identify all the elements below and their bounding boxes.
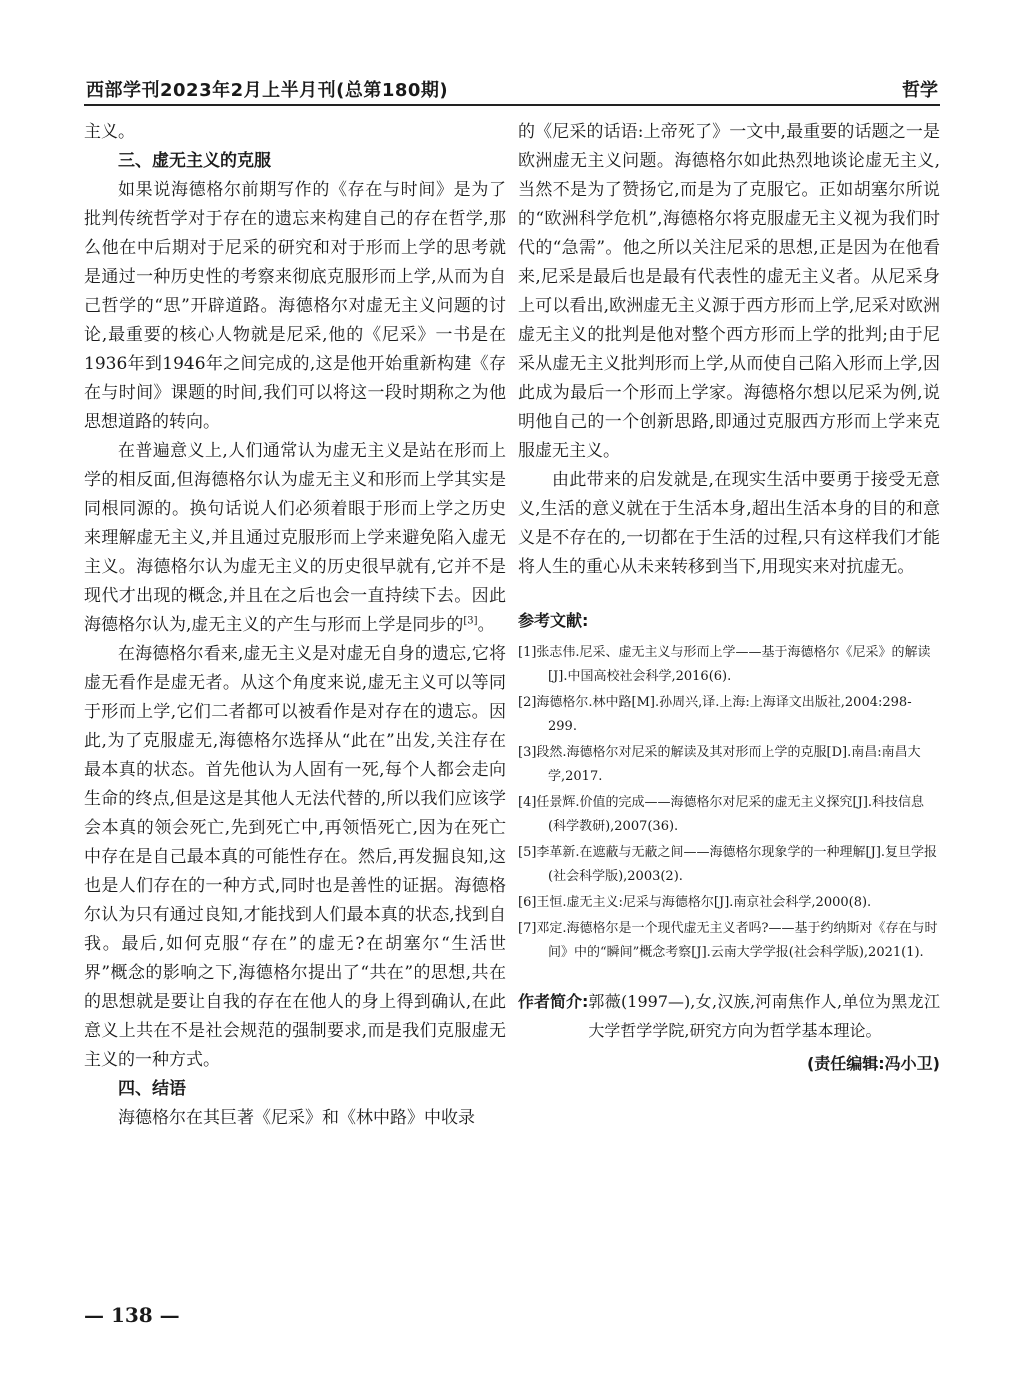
running-header-section: 哲学: [902, 80, 938, 101]
responsible-editor: (责任编辑:冯小卫): [806, 1054, 940, 1073]
author-bio-text: 郭薇(1997—),女,汉族,河南焦作人,单位为黑龙江大学哲学学院,研究方向为哲学基本理论。: [588, 992, 940, 1040]
section-heading: 三、虚无主义的克服: [118, 151, 271, 171]
reference-item: [3]段然.海德格尔对尼采的解读及其对形而上学的克服[D].南昌:南昌大学,2017.: [518, 745, 921, 784]
reference-item: [1]张志伟.尼采、虚无主义与形而上学——基于海德格尔《尼采》的解读[J].中国高校社会科学,2016(6).: [518, 645, 931, 684]
references-heading: 参考文献:: [518, 611, 589, 630]
author-bio-label: 作者简介:: [518, 992, 589, 1011]
references: [518, 606, 940, 965]
running-header-title: 西部学刊2023年2月上半月刊(总第180期): [86, 80, 449, 101]
reference-item: [4]任景辉.价值的完成——海德格尔对尼采的虚无主义探究[J].科技信息(科学教研),2007(36).: [518, 795, 925, 834]
paragraph-end: 。: [477, 615, 495, 635]
reference-item: [2]海德格尔.林中路[M].孙周兴,译.上海:上海译文出版社,2004:298-299.: [518, 695, 912, 734]
section-heading: 四、结语: [118, 1079, 186, 1099]
reference-item: [5]李革新.在遮蔽与无蔽之间——海德格尔现象学的一种理解[J].复旦学报(社会科学版),2003(2).: [518, 845, 938, 884]
right-column: [518, 118, 940, 1078]
paragraph: 在海德格尔看来,虚无主义是对虚无自身的遗忘,它将虚无看作是虚无者。从这个角度来说,虚无主义可以等同于形而上学,它们二者都可以被看作是对存在的遗忘。因此,为了克服虚无,海德格尔选择从“此在”出发,关注存在最本真的状态。首先他认为人固有一死,每个人都会走向生命的终点,但是这是其他人无法代替的,所以我们应该学会本真的领会死亡,先到死亡中,再领悟死亡,因为在死亡中存在是自己最本真的可能性存在。然后,再发掘良知,这也是人们存在的一种方式,同时也是善性的证据。海德格尔认为只有通过良知,才能找到人们最本真的状态,找到自我。最后,如何克服“存在”的虚无?在胡塞尔“生活世界”概念的影响之下,海德格尔提出了“共在”的思想,共在的思想就是要让自我的存在在他人的身上得到确认,在此意义上共在不是社会规范的强制要求,而是我们克服虚无主义的一种方式。: [84, 644, 506, 1070]
paragraph: 如果说海德格尔前期写作的《存在与时间》是为了批判传统哲学对于存在的遗忘来构建自己的存在哲学,那么他在中后期对于尼采的研究和对于形而上学的思考就是通过一种历史性的考察来彻底克服形而上学,从而为自己哲学的“思”开辟道路。海德格尔对虚无主义问题的讨论,最重要的核心人物就是尼采,他的《尼采》一书是在1936年到1946年之间完成的,这是他开始重新构建《存在与时间》课题的时间,我们可以将这一段时期称之为他思想道路的转向。: [84, 180, 506, 432]
paragraph: 主义。: [84, 122, 135, 142]
paragraph: 由此带来的启发就是,在现实生活中要勇于接受无意义,生活的意义就在于生活本身,超出生活本身的目的和意义是不存在的,一切都在于生活的过程,只有这样我们才能将人生的重心从未来转移到当下,用现实来对抗虚无。: [518, 470, 940, 577]
paragraph: [84, 437, 506, 640]
page-number: — 138 —: [84, 1303, 180, 1327]
header-rule: [84, 104, 940, 106]
paragraph: 海德格尔在其巨著《尼采》和《林中路》中收录: [118, 1108, 475, 1128]
paragraph-text: 在普遍意义上,人们通常认为虚无主义是站在形而上学的相反面,但海德格尔认为虚无主义和形而上学其实是同根同源的。换句话说人们必须着眼于形而上学之历史来理解虚无主义,并且通过克服形而上学来避免陷入虚无主义。海德格尔认为虚无主义的历史很早就有,它并不是现代才出现的概念,并且在之后也会一直持续下去。因此海德格尔认为,虚无主义的产生与形而上学是同步的: [84, 441, 506, 635]
citation: [3]: [463, 615, 478, 627]
paragraph: 的《尼采的话语:上帝死了》一文中,最重要的话题之一是欧洲虚无主义问题。海德格尔如此热烈地谈论虚无主义,当然不是为了赞扬它,而是为了克服它。正如胡塞尔所说的“欧洲科学危机”,海德格尔将克服虚无主义视为我们时代的“急需”。他之所以关注尼采的思想,正是因为在他看来,尼采是最后也是最有代表性的虚无主义者。从尼采身上可以看出,欧洲虚无主义源于西方形而上学,尼采对欧洲虚无主义的批判是他对整个西方形而上学的批判;由于尼采从虚无主义批判形而上学,从而使自己陷入形而上学,因此成为最后一个形而上学家。海德格尔想以尼采为例,说明他自己的一个创新思路,即通过克服西方形而上学来克服虚无主义。: [518, 122, 940, 461]
reference-item: [7]邓定.海德格尔是一个现代虚无主义者吗?——基于约纳斯对《存在与时间》中的“瞬间”概念考察[J].云南大学学报(社会科学版),2021(1).: [518, 921, 938, 960]
left-column: [84, 118, 506, 1133]
reference-item: [6]王恒.虚无主义:尼采与海德格尔[J].南京社会科学,2000(8).: [518, 895, 872, 910]
author-bio: [518, 987, 940, 1045]
reference-list: [518, 641, 940, 965]
